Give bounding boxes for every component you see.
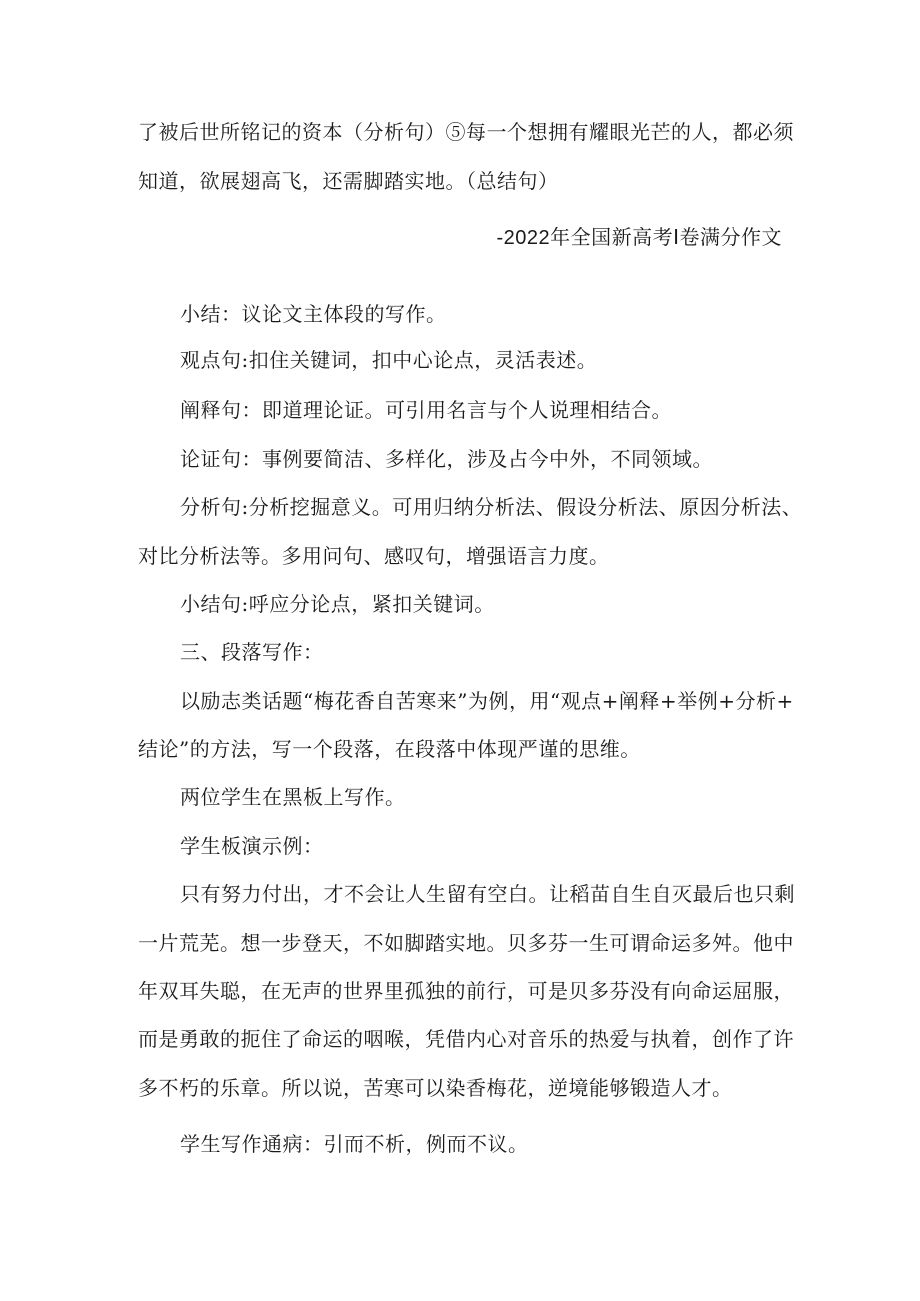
summary-analysis-line-1: 分析句:分析挖掘意义。可用归纳分析法、假设分析法、原因分析法、 <box>180 495 803 519</box>
example-line-2: 一片荒芜。想一步登天，不如脚踏实地。贝多芬一生可谓命运多舛。他中 <box>138 931 794 955</box>
task-line-2: 结论”的方法，写一个段落，在段落中体现严谨的思维。 <box>138 737 641 761</box>
example-line-4: 而是勇敢的扼住了命运的咽喉，凭借内心对音乐的热爱与执着，创作了许 <box>138 1027 794 1051</box>
summary-conclusion: 小结句:呼应分论点，紧扣关键词。 <box>180 592 495 616</box>
example-line-5: 多不朽的乐章。所以说，苦寒可以染香梅花，逆境能够锻造人才。 <box>138 1076 733 1100</box>
demo-label: 学生板演示例： <box>180 834 324 858</box>
source-attribution: -2022年全国新高考Ⅰ卷满分作文 <box>496 227 782 249</box>
activity-text: 两位学生在黑板上写作。 <box>180 785 406 809</box>
summary-explain: 阐释句：即道理论证。可引用名言与个人说理相结合。 <box>180 398 672 422</box>
task-line-1: 以励志类话题“梅花香自苦寒来”为例，用“观点+阐释+举例+分析+ <box>180 689 794 713</box>
summary-viewpoint: 观点句:扣住关键词，扣中心论点，灵活表述。 <box>180 348 598 372</box>
section-heading: 三、段落写作： <box>180 640 324 664</box>
example-line-3: 年双耳失聪，在无声的世界里孤独的前行，可是贝多芬没有向命运屈服， <box>138 979 794 1003</box>
summary-argument: 论证句：事例要简洁、多样化，涉及占今中外，不同领域。 <box>180 447 713 471</box>
summary-analysis-line-2: 对比分析法等。多用问句、感叹句，增强语言力度。 <box>138 544 610 568</box>
writing-problem: 学生写作通病：引而不析，例而不议。 <box>180 1132 529 1156</box>
example-line-1: 只有努力付出，才不会让人生留有空白。让稻苗自生自灭最后也只剩 <box>180 882 795 906</box>
summary-title: 小结：议论文主体段的写作。 <box>180 302 447 326</box>
continuation-line-2: 知道，欲展翅高飞，还需脚踏实地。（总结句） <box>138 169 559 193</box>
continuation-line-1: 了被后世所铭记的资本（分析句）⑤每一个想拥有耀眼光芒的人，都必须 <box>138 120 794 144</box>
